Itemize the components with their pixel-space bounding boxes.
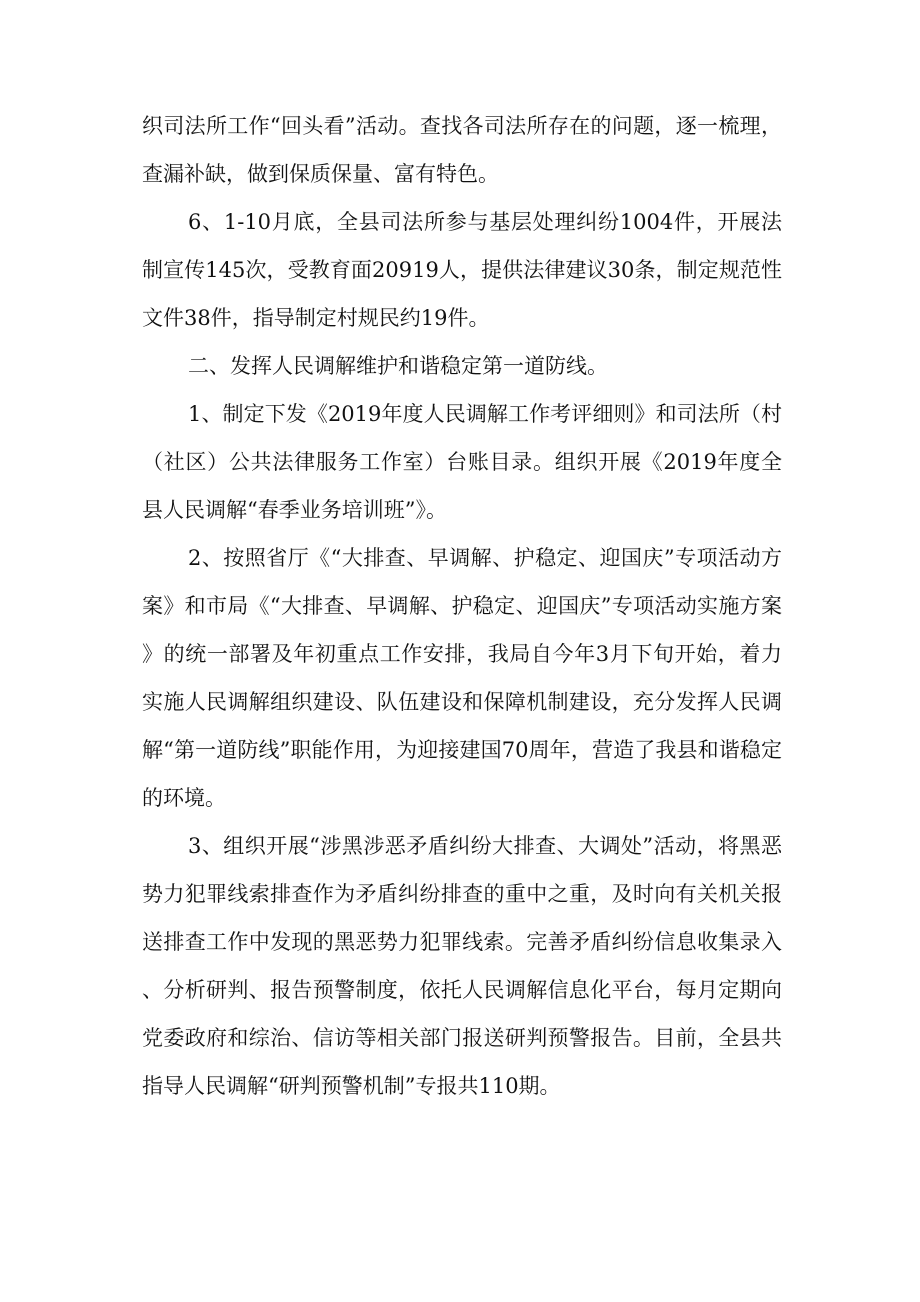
paragraph-item-6-statistics: 6、1-10月底，全县司法所参与基层处理纠纷1004件，开展法制宣传145次，受教育面20919人，提供法律建议30条，制定规范性文件38件，指导制定村规民约19件。 bbox=[142, 210, 782, 330]
paragraph-continued-review: 织司法所工作“回头看”活动。查找各司法所存在的问题，逐一梳理，查漏补缺，做到保质保量、富有特色。 bbox=[142, 114, 782, 186]
document-body bbox=[142, 102, 782, 1110]
section-heading-people-mediation: 二、发挥人民调解维护和谐稳定第一道防线。 bbox=[188, 354, 608, 378]
paragraph-item-1-rules: 1、制定下发《2019年度人民调解工作考评细则》和司法所（村（社区）公共法律服务工作室）台账目录。组织开展《2019年度全县人民调解“春季业务培训班”》。 bbox=[142, 402, 782, 522]
paragraph-item-2-campaign: 2、按照省厅《“大排查、早调解、护稳定、迎国庆”专项活动方案》和市局《“大排查、早调解、护稳定、迎国庆”专项活动实施方案》的统一部署及年初重点工作安排，我局自今年3月下旬开始，着力实施人民调解组织建设、队伍建设和保障机制建设，充分发挥人民调解“第一道防线”职能作用，为迎接建国70周年，营造了我县和谐稳定的环境。 bbox=[142, 546, 782, 810]
paragraph-item-3-investigation: 3、组织开展“涉黑涉恶矛盾纠纷大排查、大调处”活动，将黑恶势力犯罪线索排查作为矛盾纠纷排查的重中之重，及时向有关机关报送排查工作中发现的黑恶势力犯罪线索。完善矛盾纠纷信息收集录入、分析研判、报告预警制度，依托人民调解信息化平台，每月定期向党委政府和综治、信访等相关部门报送研判预警报告。目前，全县共指导人民调解“研判预警机制”专报共110期。 bbox=[142, 834, 782, 1098]
